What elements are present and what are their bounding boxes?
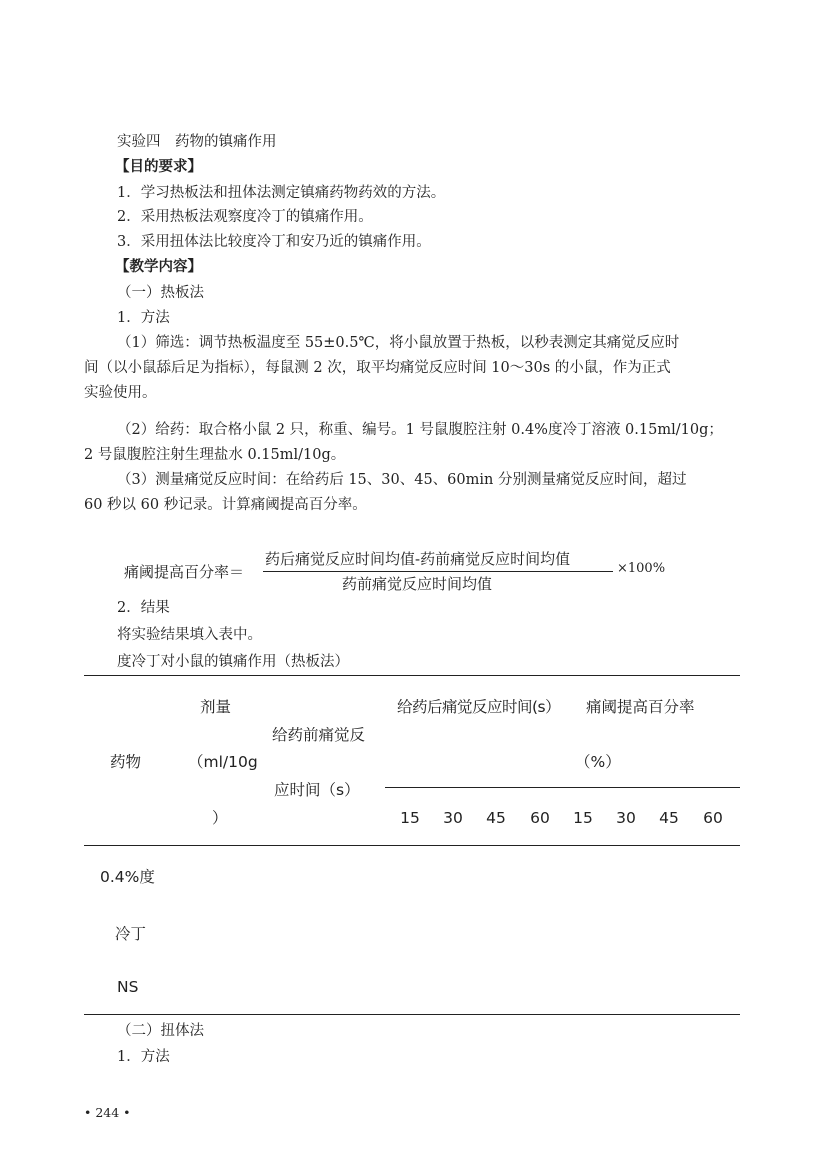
header-pre-time-2: 应时间（s）: [274, 781, 360, 799]
time-30-pct: 30: [616, 809, 636, 827]
time-45-post: 45: [486, 809, 506, 827]
header-dose-2: （ml/10g: [188, 753, 258, 771]
header-drug: 药物: [110, 753, 142, 771]
row-pethidine-a: 0.4%度: [100, 868, 155, 886]
formula-rhs: ×100%: [617, 561, 666, 576]
formula-denominator: 药前痛觉反应时间均值: [342, 575, 493, 593]
paragraph-screening-1: （1）筛选：调节热板温度至 55±0.5℃，将小鼠放置于热板，以秒表测定其痛觉反应时: [117, 335, 680, 351]
method-heading: 1．方法: [117, 310, 170, 326]
method-heading-2: 1．方法: [117, 1049, 170, 1065]
table-mid-rule: [385, 787, 740, 788]
row-saline: NS: [117, 978, 139, 996]
goal-2: 2．采用热板法观察度冷丁的镇痛作用。: [117, 209, 373, 225]
fraction-bar: [263, 571, 613, 572]
section-writhing: （二）扭体法: [117, 1023, 204, 1039]
paragraph-screening-3: 实验使用。: [84, 385, 157, 401]
header-dose-3: ）: [212, 809, 228, 827]
row-pethidine-b: 冷丁: [115, 925, 147, 943]
time-15-pct: 15: [573, 809, 593, 827]
paragraph-dosing-2: 2 号鼠腹腔注射生理盐水 0.15ml/10g。: [84, 447, 346, 463]
time-45-pct: 45: [659, 809, 679, 827]
table-header-rule: [84, 845, 740, 846]
goal-1: 1．学习热板法和扭体法测定镇痛药物药效的方法。: [117, 185, 446, 201]
time-60-pct: 60: [703, 809, 723, 827]
table-top-rule: [84, 675, 740, 676]
table-bottom-rule: [84, 1014, 740, 1015]
section-hot-plate: （一）热板法: [117, 285, 204, 301]
formula-numerator: 药后痛觉反应时间均值-药前痛觉反应时间均值: [265, 550, 571, 568]
paragraph-dosing-1: （2）给药：取合格小鼠 2 只，称重、编号。1 号鼠腹腔注射 0.4%度冷丁溶液 0.15ml/10g；: [117, 422, 723, 438]
paragraph-measure-2: 60 秒以 60 秒记录。计算痛阈提高百分率。: [84, 497, 367, 513]
formula-lhs: 痛阈提高百分率＝: [124, 563, 245, 581]
goal-3: 3．采用扭体法比较度冷丁和安乃近的镇痛作用。: [117, 234, 431, 250]
time-60-post: 60: [530, 809, 550, 827]
table-caption: 度冷丁对小鼠的镇痛作用（热板法）: [117, 654, 349, 670]
result-heading: 2．结果: [117, 600, 170, 616]
time-30-post: 30: [443, 809, 463, 827]
heading-goals: 【目的要求】: [115, 159, 202, 175]
header-post-time: 给药后痛觉反应时间(s）: [397, 698, 561, 716]
header-pre-time-1: 给药前痛觉反: [272, 726, 366, 744]
result-description: 将实验结果填入表中。: [117, 627, 262, 643]
experiment-title: 实验四 药物的镇痛作用: [117, 134, 277, 150]
page-number: • 244 •: [84, 1105, 131, 1120]
header-dose-1: 剂量: [200, 698, 232, 716]
paragraph-screening-2: 间（以小鼠舔后足为指标），每鼠测 2 次，取平均痛觉反应时间 10～30s 的小鼠，作为正式: [84, 360, 671, 376]
heading-content: 【教学内容】: [115, 259, 202, 275]
time-15-post: 15: [400, 809, 420, 827]
header-pct-2: （%）: [575, 753, 621, 771]
paragraph-measure-1: （3）测量痛觉反应时间：在给药后 15、30、45、60min 分别测量痛觉反应时间，超过: [117, 472, 687, 488]
header-pct-1: 痛阈提高百分率: [586, 698, 695, 716]
